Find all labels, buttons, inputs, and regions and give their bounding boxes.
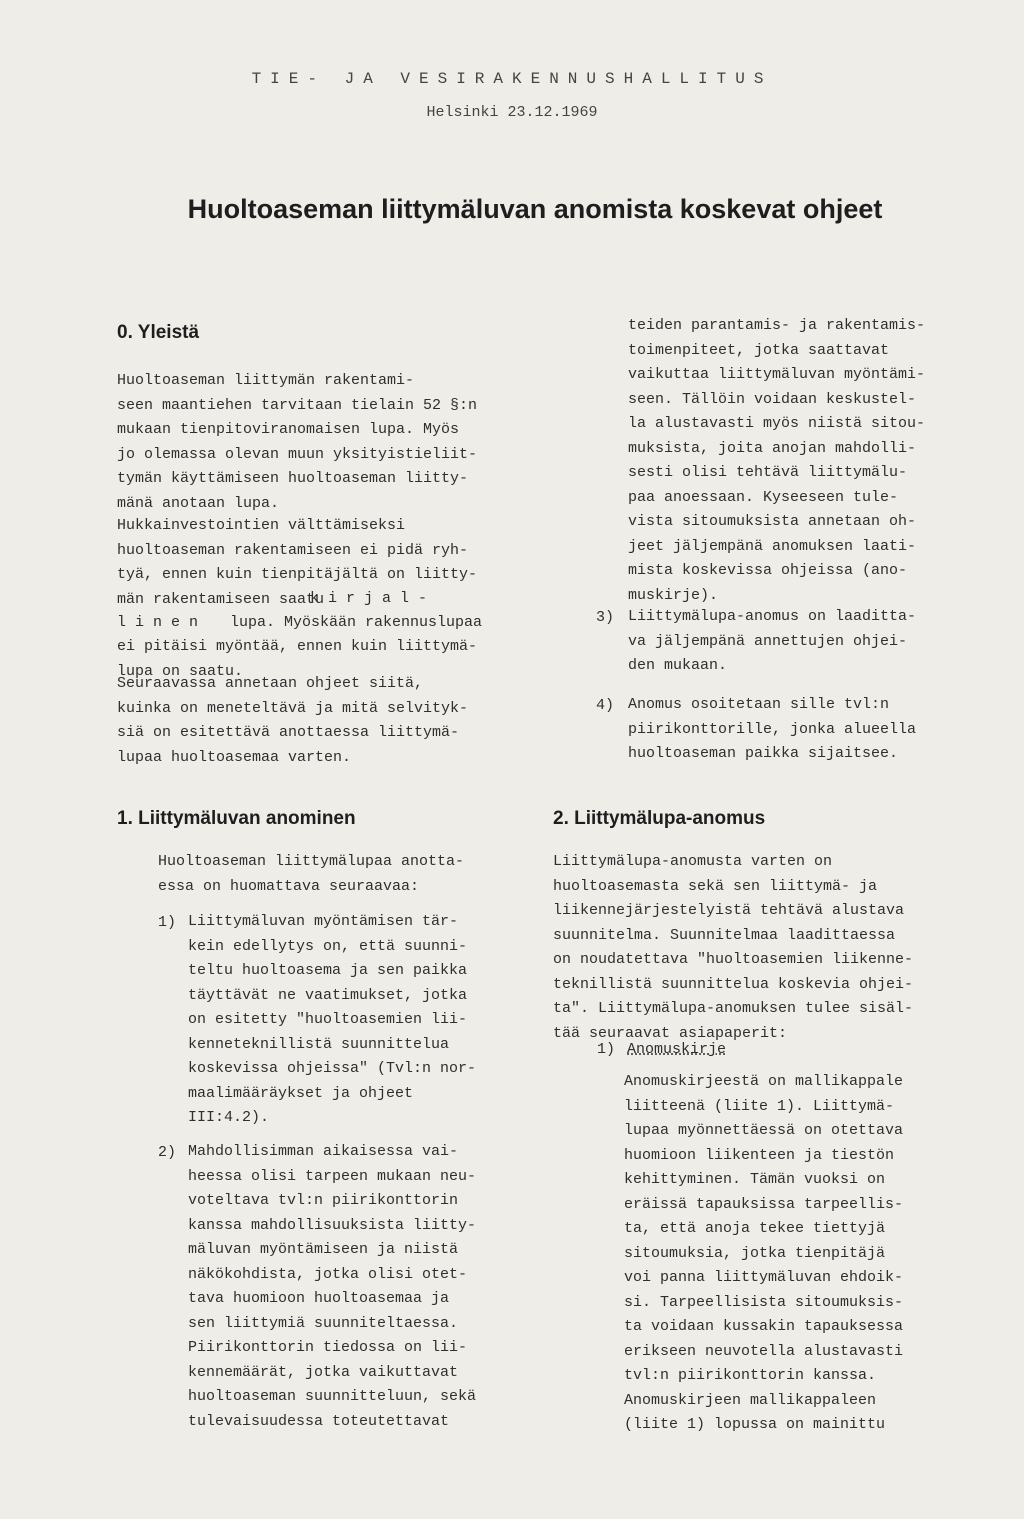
section-1-item-1-text: Liittymäluvan myöntämisen tär- kein edellytys on, että suunni- teltu huoltoasema ja sen paikka täyttävät ne vaatimukset, jotka on esitetty "huoltoasemien lii- kenneteknillistä suunnittelua koskevissa ohjeissa" (Tvl:n nor- maalimääräykset ja ohjeet III:4.2).: [188, 913, 477, 1126]
section-2-item-1-title: Anomuskirje: [627, 1041, 727, 1058]
item-3-text: Liittymälupa-anomus on laaditta- va jäljempänä annettujen ohjei- den mukaan.: [628, 608, 917, 674]
section-1-item-2-number: 2): [158, 1144, 177, 1161]
section-0-paragraph-1: Huoltoaseman liittymän rakentami- seen maantiehen tarvitaan tielain 52 §:n mukaan tienpitoviranomaisen lupa. Myös jo olemassa olevan muun yksityistieliit- tymän käyttämiseen huoltoaseman liitty- mänä anotaan lupa.: [117, 372, 478, 512]
item-4-text: Anomus osoitetaan sille tvl:n piirikonttorille, jonka alueella huoltoaseman paikka sijaitsee.: [628, 696, 917, 762]
date-line: Helsinki 23.12.1969: [426, 104, 598, 121]
section-1-item-1-number: 1): [158, 914, 177, 931]
section-0-paragraph-2-end: ei pitäisi myöntää, ennen kuin liittymä- lupa on saatu.: [117, 638, 478, 680]
section-2-heading: 2. Liittymälupa-anomus: [553, 808, 766, 829]
section-0-paragraph-2: Hukkainvestointien välttämiseksi huoltoaseman rakentamiseen ei pidä ryh- tyä, ennen kuin tienpitäjältä on liitty- män rakentamiseen saatu: [117, 517, 478, 608]
section-2-intro: Liittymälupa-anomusta varten on huoltoasemasta sekä sen liittymä- ja liikennejärjestelyistä tehtävä alustava suunnitelma. Suunnitelmaa laadittaessa on noudatettava "huoltoasemien liikenne- teknillistä suunnittelua koskevia ohjei- ta". Liittymälupa-anomuksen tulee sisäl- tää seuraavat asiapaperit:: [553, 853, 914, 1042]
section-0-paragraph-2-continued: lupa. Myöskään rakennuslupaa: [230, 614, 483, 631]
section-1-intro: Huoltoaseman liittymälupaa anotta- essa on huomattava seuraavaa:: [158, 853, 465, 895]
spaced-word-part-1: kirjal-: [310, 590, 437, 607]
spaced-word-part-2: linen: [117, 614, 208, 631]
section-2-item-1-text: Anomuskirjeestä on mallikappale liitteenä (liite 1). Liittymä- lupaa myönnettäessä on otettava huomioon liikenteen ja tiestön kehittyminen. Tämän vuoksi on eräissä tapauksissa tarpeellis- ta, että anoja tekee tiettyjä sitoumuksia, jotka tienpitäjä voi panna liittymäluvan ehdoik- si. Tarpeellisista sitoumuksis- ta voidaan kussakin tapauksessa erikseen neuvotella alustavasti tvl:n piirikonttorin kanssa. Anomuskirjeen mallikappaleen (liite 1) lopussa on mainittu: [624, 1073, 904, 1433]
right-column-continued-text: teiden parantamis- ja rakentamis- toimenpiteet, jotka saattavat vaikuttaa liittymäluvan myöntämi- seen. Tällöin voidaan keskustel- la alustavasti myös niistä sitou- muksista, joita anojan mahdolli- sesti olisi tehtävä liittymälu- paa anoessaan. Kyseeseen tule- vista sitoumuksista annetaan oh- jeet jäljempänä anomuksen laati- mista koskevissa ohjeissa (ano- muskirje).: [628, 317, 926, 604]
section-1-heading: 1. Liittymäluvan anominen: [117, 808, 356, 829]
organization-header: TIE- JA VESIRAKENNUSHALLITUS: [251, 70, 773, 88]
item-3-number: 3): [596, 609, 615, 626]
item-4-number: 4): [596, 697, 615, 714]
section-2-item-1-number: 1): [597, 1041, 616, 1058]
document-title: Huoltoaseman liittymäluvan anomista koskevat ohjeet: [187, 194, 883, 224]
section-1-item-2-text: Mahdollisimman aikaisessa vai- heessa olisi tarpeen mukaan neu- voteltava tvl:n piirikonttorin kanssa mahdollisuuksista liitty- mäluvan myöntämiseen ja niistä näkökohdista, jotka olisi otet- tava huomioon huoltoasemaa ja sen liittymiä suunniteltaessa. Piirikonttorin tiedossa on lii- kennemäärät, jotka vaikuttavat huoltoaseman suunnitteluun, sekä tulevaisuudessa toteutettavat: [188, 1143, 477, 1430]
section-0-heading: 0. Yleistä: [117, 322, 200, 343]
section-0-paragraph-3: Seuraavassa annetaan ohjeet siitä, kuinka on meneteltävä ja mitä selvityk- siä on esitettävä anottaessa liittymä- lupaa huoltoasemaa varten.: [117, 675, 469, 766]
